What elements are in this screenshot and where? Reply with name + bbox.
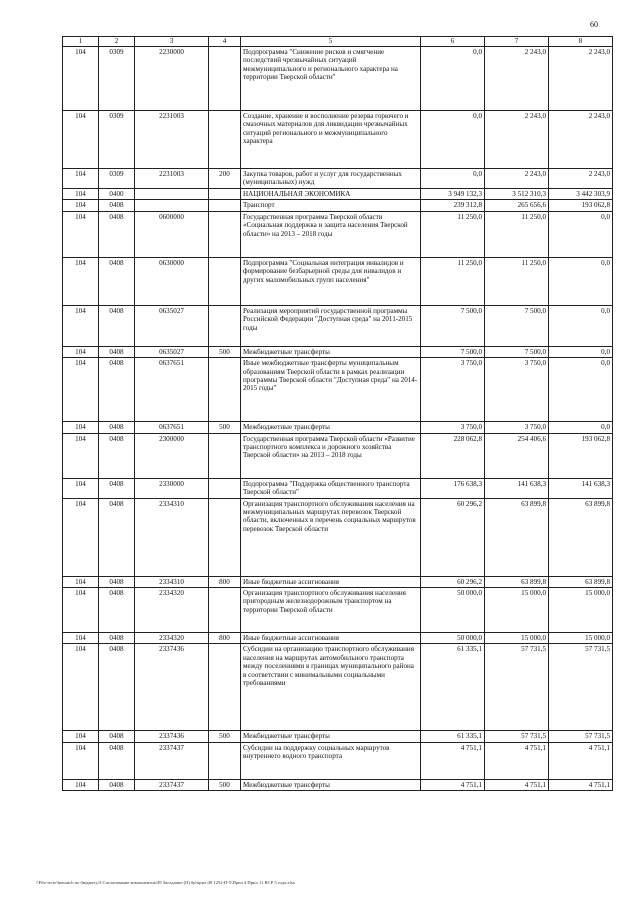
amount-year3-cell: 0,0: [549, 305, 613, 346]
amount-year2-cell: 3 512 310,3: [485, 189, 549, 200]
item-name-cell: Подпрограмма "Социальная интеграция инвалидов и формирование безбарьерной среды для инвалидов и других маломобильных групп населения": [241, 257, 421, 305]
target-article-cell: 2330000: [135, 478, 209, 498]
expense-type-cell: [209, 47, 241, 111]
amount-year2-cell: 63 899,8: [485, 576, 549, 587]
table-row: [63, 498, 613, 576]
target-article-cell: 0635027: [135, 305, 209, 346]
header-row: [63, 37, 613, 47]
amount-year1-cell: 60 296,2: [421, 576, 485, 587]
amount-year3-cell: 57 731,5: [549, 731, 613, 742]
amount-year3-cell: 4 751,1: [549, 779, 613, 790]
table-row: [63, 644, 613, 731]
ministry-code-cell: 104: [63, 305, 99, 346]
expense-type-cell: [209, 644, 241, 731]
expense-type-cell: 800: [209, 576, 241, 587]
item-name-cell: Реализация мероприятий государственной программы Российской Федерации "Доступная среда" на 2011-2015 годы: [241, 305, 421, 346]
target-article-cell: 2230000: [135, 47, 209, 111]
amount-year1-cell: 61 335,1: [421, 644, 485, 731]
ministry-code-cell: 104: [63, 422, 99, 433]
amount-year1-cell: 50 000,0: [421, 633, 485, 644]
target-article-cell: [135, 200, 209, 211]
table-row: [63, 633, 613, 644]
section-code-cell: 0408: [99, 346, 135, 357]
amount-year3-cell: 0,0: [549, 346, 613, 357]
expense-type-cell: [209, 111, 241, 169]
item-name-cell: Государственная программа Тверской области «Развитие транспортного комплекса и дорожного хозяйства Тверской области» на 2013 – 2018 годы: [241, 433, 421, 478]
target-article-cell: 2334310: [135, 498, 209, 576]
amount-year3-cell: 141 638,3: [549, 478, 613, 498]
ministry-code-cell: 104: [63, 358, 99, 422]
target-article-cell: 2337437: [135, 779, 209, 790]
target-article-cell: 2231003: [135, 169, 209, 189]
expense-type-cell: [209, 200, 241, 211]
amount-year2-cell: 2 243,0: [485, 47, 549, 111]
column-header: 7: [485, 37, 549, 47]
expense-type-cell: 500: [209, 346, 241, 357]
item-name-cell: Подпрограмма "Поддержка общественного транспорта Тверской области": [241, 478, 421, 498]
expense-type-cell: 500: [209, 422, 241, 433]
column-header: 6: [421, 37, 485, 47]
amount-year3-cell: 63 899,8: [549, 498, 613, 576]
target-article-cell: 0635027: [135, 346, 209, 357]
amount-year3-cell: 2 243,0: [549, 111, 613, 169]
amount-year2-cell: 2 243,0: [485, 169, 549, 189]
table-row: [63, 433, 613, 478]
amount-year2-cell: 7 500,0: [485, 346, 549, 357]
column-header: 3: [135, 37, 209, 47]
ministry-code-cell: 104: [63, 169, 99, 189]
ministry-code-cell: 104: [63, 257, 99, 305]
amount-year3-cell: 3 442 303,9: [549, 189, 613, 200]
expense-type-cell: [209, 478, 241, 498]
expense-type-cell: 500: [209, 779, 241, 790]
section-code-cell: 0408: [99, 422, 135, 433]
amount-year2-cell: 3 750,0: [485, 422, 549, 433]
expense-type-cell: 800: [209, 633, 241, 644]
amount-year1-cell: 61 335,1: [421, 731, 485, 742]
amount-year2-cell: 57 731,5: [485, 644, 549, 731]
section-code-cell: 0408: [99, 433, 135, 478]
section-code-cell: 0408: [99, 576, 135, 587]
ministry-code-cell: 104: [63, 433, 99, 478]
item-name-cell: Закупка товаров, работ и услуг для государственных (муниципальных) нужд: [241, 169, 421, 189]
amount-year2-cell: 2 243,0: [485, 111, 549, 169]
column-header: 4: [209, 37, 241, 47]
ministry-code-cell: 104: [63, 111, 99, 169]
ministry-code-cell: 104: [63, 211, 99, 257]
amount-year1-cell: 50 000,0: [421, 588, 485, 633]
section-code-cell: 0408: [99, 742, 135, 779]
table-row: [63, 731, 613, 742]
table-body: [63, 47, 613, 791]
expense-type-cell: [209, 257, 241, 305]
expense-type-cell: [209, 742, 241, 779]
amount-year2-cell: 265 656,6: [485, 200, 549, 211]
amount-year2-cell: 4 751,1: [485, 742, 549, 779]
amount-year1-cell: 4 751,1: [421, 742, 485, 779]
section-code-cell: 0309: [99, 47, 135, 111]
table-row: [63, 576, 613, 587]
column-header: 5: [241, 37, 421, 47]
amount-year3-cell: 63 899,8: [549, 576, 613, 587]
item-name-cell: Иные бюджетные ассигнования: [241, 633, 421, 644]
amount-year3-cell: 2 243,0: [549, 169, 613, 189]
amount-year2-cell: 11 250,0: [485, 257, 549, 305]
section-code-cell: 0408: [99, 257, 135, 305]
file-path-footer: \\Filo-tecto\homatch по бюджету\3 Согласование компонентов\49 Заседание (II) бр\прил\49 1252-П-5\Прил 4 Прил 11 ВСР 5 года.xlsx: [36, 880, 295, 885]
table-row: [63, 111, 613, 169]
amount-year3-cell: 2 243,0: [549, 47, 613, 111]
target-article-cell: 2337437: [135, 742, 209, 779]
amount-year1-cell: 7 500,0: [421, 305, 485, 346]
column-header: 1: [63, 37, 99, 47]
amount-year3-cell: 57 731,5: [549, 644, 613, 731]
item-name-cell: Создание, хранение и восполнение резерва горючего и смазочных материалов для ликвидации чрезвычайных ситуаций регионального и межмуниципального характера: [241, 111, 421, 169]
section-code-cell: 0408: [99, 644, 135, 731]
amount-year1-cell: 3 750,0: [421, 422, 485, 433]
expense-type-cell: [209, 433, 241, 478]
expense-type-cell: [209, 305, 241, 346]
table-row: [63, 588, 613, 633]
section-code-cell: 0408: [99, 211, 135, 257]
item-name-cell: Иные бюджетные ассигнования: [241, 576, 421, 587]
item-name-cell: Межбюджетные трансферты: [241, 731, 421, 742]
table-row: [63, 47, 613, 111]
ministry-code-cell: 104: [63, 644, 99, 731]
amount-year3-cell: 15 000,0: [549, 588, 613, 633]
table-row: [63, 211, 613, 257]
item-name-cell: НАЦИОНАЛЬНАЯ ЭКОНОМИКА: [241, 189, 421, 200]
item-name-cell: Межбюджетные трансферты: [241, 346, 421, 357]
ministry-code-cell: 104: [63, 47, 99, 111]
amount-year1-cell: 3 949 132,3: [421, 189, 485, 200]
table-row: [63, 358, 613, 422]
table-row: [63, 200, 613, 211]
ministry-code-cell: 104: [63, 478, 99, 498]
budget-table: [62, 36, 613, 791]
table-row: [63, 422, 613, 433]
amount-year2-cell: 15 000,0: [485, 588, 549, 633]
amount-year2-cell: 3 750,0: [485, 358, 549, 422]
amount-year2-cell: 7 500,0: [485, 305, 549, 346]
target-article-cell: 2334320: [135, 588, 209, 633]
column-header: 2: [99, 37, 135, 47]
target-article-cell: [135, 189, 209, 200]
amount-year1-cell: 239 312,8: [421, 200, 485, 211]
amount-year1-cell: 176 638,3: [421, 478, 485, 498]
ministry-code-cell: 104: [63, 731, 99, 742]
item-name-cell: Межбюджетные трансферты: [241, 422, 421, 433]
amount-year1-cell: 11 250,0: [421, 257, 485, 305]
table-row: [63, 346, 613, 357]
amount-year1-cell: 0,0: [421, 47, 485, 111]
amount-year2-cell: 63 899,8: [485, 498, 549, 576]
target-article-cell: 2300000: [135, 433, 209, 478]
section-code-cell: 0408: [99, 478, 135, 498]
section-code-cell: 0408: [99, 200, 135, 211]
amount-year1-cell: 60 296,2: [421, 498, 485, 576]
amount-year2-cell: 141 638,3: [485, 478, 549, 498]
item-name-cell: Государственная программа Тверской области «Социальная поддержка и защита населения Тверской области» на 2013 – 2018 годы: [241, 211, 421, 257]
section-code-cell: 0408: [99, 305, 135, 346]
item-name-cell: Транспорт: [241, 200, 421, 211]
ministry-code-cell: 104: [63, 189, 99, 200]
amount-year3-cell: 0,0: [549, 422, 613, 433]
expense-type-cell: [209, 358, 241, 422]
expense-type-cell: 500: [209, 731, 241, 742]
table-row: [63, 478, 613, 498]
table-row: [63, 305, 613, 346]
target-article-cell: 2337436: [135, 731, 209, 742]
amount-year3-cell: 0,0: [549, 211, 613, 257]
amount-year3-cell: 0,0: [549, 358, 613, 422]
section-code-cell: 0408: [99, 779, 135, 790]
target-article-cell: 0637651: [135, 358, 209, 422]
expense-type-cell: 200: [209, 169, 241, 189]
section-code-cell: 0309: [99, 111, 135, 169]
expense-type-cell: [209, 211, 241, 257]
item-name-cell: Субсидии на организацию транспортного обслуживания населения на маршрутах автомобильного транспорта между поселениями в границах муниципального района в соответствии с минимальными социальными требованиями: [241, 644, 421, 731]
amount-year1-cell: 0,0: [421, 169, 485, 189]
page-number: 60: [590, 20, 598, 29]
target-article-cell: 2337436: [135, 644, 209, 731]
amount-year1-cell: 4 751,1: [421, 779, 485, 790]
ministry-code-cell: 104: [63, 576, 99, 587]
target-article-cell: 2334320: [135, 633, 209, 644]
table-row: [63, 257, 613, 305]
section-code-cell: 0400: [99, 189, 135, 200]
expense-type-cell: [209, 588, 241, 633]
item-name-cell: Организация транспортного обслуживания населения пригородным железнодорожным транспортом на территории Тверской области: [241, 588, 421, 633]
item-name-cell: Организация транспортного обслуживания населения на межмуниципальных маршрутах перевозок Тверской области, включенных в перечень социальных маршрутов перевозок Тверской области: [241, 498, 421, 576]
amount-year2-cell: 11 250,0: [485, 211, 549, 257]
table-row: [63, 169, 613, 189]
amount-year3-cell: 193 062,8: [549, 200, 613, 211]
item-name-cell: Субсидии на поддержку социальных маршрутов внутреннего водного транспорта: [241, 742, 421, 779]
section-code-cell: 0408: [99, 588, 135, 633]
amount-year3-cell: 15 000,0: [549, 633, 613, 644]
ministry-code-cell: 104: [63, 200, 99, 211]
ministry-code-cell: 104: [63, 742, 99, 779]
target-article-cell: 0637651: [135, 422, 209, 433]
section-code-cell: 0309: [99, 169, 135, 189]
ministry-code-cell: 104: [63, 588, 99, 633]
amount-year1-cell: 7 500,0: [421, 346, 485, 357]
section-code-cell: 0408: [99, 358, 135, 422]
ministry-code-cell: 104: [63, 779, 99, 790]
amount-year3-cell: 193 062,8: [549, 433, 613, 478]
target-article-cell: 2231003: [135, 111, 209, 169]
amount-year1-cell: 3 750,0: [421, 358, 485, 422]
section-code-cell: 0408: [99, 731, 135, 742]
amount-year2-cell: 57 731,5: [485, 731, 549, 742]
table-row: [63, 189, 613, 200]
amount-year2-cell: 254 406,6: [485, 433, 549, 478]
target-article-cell: 0600000: [135, 211, 209, 257]
amount-year2-cell: 15 000,0: [485, 633, 549, 644]
table-row: [63, 742, 613, 779]
item-name-cell: Иные межбюджетные трансферты муниципальным образованиям Тверской области в рамках реализации программы Тверской области "Доступная среда" на 2014-2015 годы": [241, 358, 421, 422]
expense-type-cell: [209, 498, 241, 576]
target-article-cell: 2334310: [135, 576, 209, 587]
item-name-cell: Подпрограмма "Снижение рисков и смягчение последствий чрезвычайных ситуаций межмуниципального и регионального характера на территории Тверской области": [241, 47, 421, 111]
amount-year3-cell: 0,0: [549, 257, 613, 305]
ministry-code-cell: 104: [63, 498, 99, 576]
section-code-cell: 0408: [99, 498, 135, 576]
item-name-cell: Межбюджетные трансферты: [241, 779, 421, 790]
amount-year1-cell: 0,0: [421, 111, 485, 169]
amount-year2-cell: 4 751,1: [485, 779, 549, 790]
amount-year3-cell: 4 751,1: [549, 742, 613, 779]
section-code-cell: 0408: [99, 633, 135, 644]
ministry-code-cell: 104: [63, 346, 99, 357]
column-header: 8: [549, 37, 613, 47]
amount-year1-cell: 11 250,0: [421, 211, 485, 257]
target-article-cell: 0630000: [135, 257, 209, 305]
expense-type-cell: [209, 189, 241, 200]
table-row: [63, 779, 613, 790]
ministry-code-cell: 104: [63, 633, 99, 644]
amount-year1-cell: 228 062,8: [421, 433, 485, 478]
